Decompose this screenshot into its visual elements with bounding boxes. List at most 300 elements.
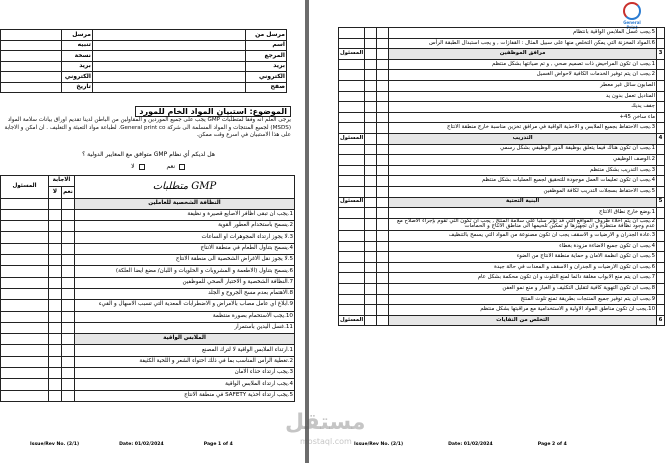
answer-yes-cell[interactable]: [62, 368, 75, 379]
answer-cell[interactable]: [377, 305, 389, 316]
empty-cell: [62, 334, 75, 345]
responsible-cell[interactable]: [1, 390, 49, 401]
table-row: [339, 294, 665, 305]
header-value[interactable]: [1, 61, 62, 72]
responsible-cell[interactable]: [1, 209, 49, 220]
answer-cell[interactable]: [365, 305, 377, 316]
responsible-cell[interactable]: [339, 91, 365, 102]
number-cell: [657, 70, 665, 81]
number-cell: [657, 262, 665, 273]
responsible-header: المسئول: [339, 49, 365, 60]
page-number: Page 1 of 4: [203, 442, 233, 447]
left-footer: [30, 442, 233, 447]
no-header: لا: [49, 187, 62, 198]
answer-cell[interactable]: [365, 80, 377, 91]
answer-cell[interactable]: [377, 218, 389, 230]
answer-no-cell[interactable]: [49, 232, 62, 243]
yes-no-options: [131, 163, 185, 170]
number-cell: [657, 155, 665, 166]
section-row: [1, 334, 295, 345]
answer-cell[interactable]: [365, 155, 377, 166]
answer-cell[interactable]: [365, 186, 377, 197]
answer-yes-cell[interactable]: [62, 356, 75, 367]
company-logo: [618, 2, 646, 30]
requirement-text: ماء ساخن 45+: [389, 112, 657, 123]
table-row: [339, 208, 665, 219]
table-row: [339, 241, 665, 252]
requirement-text: 5.يجب الاحتفاظ بسجلات التدريب لكافة الموظفين: [389, 186, 657, 197]
answer-cell[interactable]: [377, 208, 389, 219]
table-row: [339, 112, 665, 123]
header-value[interactable]: [1, 30, 62, 41]
table-row: [1, 379, 295, 390]
answer-cell[interactable]: [365, 252, 377, 263]
header-label: الكتروني: [62, 72, 93, 83]
answer-cell[interactable]: [377, 252, 389, 263]
responsible-cell[interactable]: [339, 252, 365, 263]
requirement-text: 3.يجب ارتداء حذاء الامان: [75, 368, 295, 379]
requirement-text: 7.يجب ان يتم منع الابواب مغلقة دائما لمنع التلوث و ان تكون محكمة بشكل عام: [389, 273, 657, 284]
table-row: [1, 322, 295, 333]
table-row: [339, 252, 665, 263]
requirement-text: 9.ابلاغ اي عامل مصاب بالامراض و الاضطرابات المعدية التي تسبب الاسهال و القيء: [75, 300, 295, 311]
answer-cell[interactable]: [377, 176, 389, 187]
answer-cell[interactable]: [377, 155, 389, 166]
table-row: [1, 243, 295, 254]
number-cell: [657, 294, 665, 305]
section-title: مرافق الموظفين: [389, 49, 657, 60]
answer-cell[interactable]: [377, 231, 389, 242]
responsible-cell[interactable]: [339, 241, 365, 252]
number-cell: [657, 144, 665, 155]
answer-no-cell[interactable]: [49, 390, 62, 401]
logo-icon: [623, 2, 641, 20]
answer-cell[interactable]: [377, 38, 389, 49]
answer-cell[interactable]: [365, 28, 377, 39]
section-row: [339, 133, 665, 144]
table-row: [339, 186, 665, 197]
responsible-cell[interactable]: [1, 266, 49, 277]
responsible-header: المسئول: [339, 197, 365, 208]
answer-cell[interactable]: [365, 284, 377, 295]
answer-yes-cell[interactable]: [62, 322, 75, 333]
answer-no-cell[interactable]: [49, 345, 62, 356]
gmp-requirements-table: [0, 175, 295, 402]
section-row: [339, 315, 665, 326]
yes-option[interactable]: نعم: [167, 163, 185, 170]
table-row: [1, 266, 295, 277]
responsible-cell[interactable]: [339, 305, 365, 316]
answer-cell[interactable]: [377, 102, 389, 113]
answer-cell[interactable]: [377, 112, 389, 123]
requirement-text: 2.يجب ان يتم توفير الخدمات الكافية لاحواض الغسيل: [389, 70, 657, 81]
number-cell: [657, 241, 665, 252]
number-cell: [657, 208, 665, 219]
answer-yes-cell[interactable]: [62, 209, 75, 220]
requirement-text: 5.لا يجوز نقل الاغراض الشخصية الى منطقة الانتاج: [75, 255, 295, 266]
section-title: النظافة الشخصية للعاملين: [75, 198, 295, 209]
requirement-text: 10.يجب الاستحمام بصورة منتظمة: [75, 311, 295, 322]
section-row: [339, 49, 665, 60]
table-row: [1, 390, 295, 401]
requirement-text: 2.الوصف الوظيفي: [389, 155, 657, 166]
section-title: البنية التحتية: [389, 197, 657, 208]
number-cell: [657, 38, 665, 49]
table-row: [1, 277, 295, 288]
number-cell: [657, 176, 665, 187]
answer-no-cell[interactable]: [49, 322, 62, 333]
answer-yes-cell[interactable]: [62, 255, 75, 266]
responsible-cell[interactable]: [339, 102, 365, 113]
empty-cell: [377, 315, 389, 326]
requirement-text: 6.المواد المخزنة التي يمكن التخلص منها على سبيل المثال : القفازات , و يجب استبدال الطبقة الرأس: [389, 38, 657, 49]
header-label: بريد: [246, 61, 287, 72]
answer-cell[interactable]: [377, 80, 389, 91]
answer-cell[interactable]: [365, 273, 377, 284]
header-row: [1, 30, 287, 41]
issue-date: Date: 01/02/2024: [448, 442, 493, 447]
answer-cell[interactable]: [365, 144, 377, 155]
answer-cell[interactable]: [365, 102, 377, 113]
requirement-text: 4.يجب ارتداء الملابس الواقية: [75, 379, 295, 390]
table-row: [339, 155, 665, 166]
empty-cell: [49, 334, 62, 345]
header-value[interactable]: [92, 61, 245, 72]
answer-cell[interactable]: [377, 294, 389, 305]
header-value[interactable]: [1, 72, 62, 83]
table-row: [1, 209, 295, 220]
requirements-continued-table: [338, 27, 665, 326]
responsible-cell[interactable]: [339, 294, 365, 305]
section-row: [1, 198, 295, 209]
answer-cell[interactable]: [365, 294, 377, 305]
header-value[interactable]: [92, 51, 245, 62]
answer-no-cell[interactable]: [49, 356, 62, 367]
empty-cell: [49, 198, 62, 209]
header-value[interactable]: [1, 51, 62, 62]
table-row: [339, 80, 665, 91]
responsible-cell[interactable]: [1, 311, 49, 322]
requirement-text: 1.يجب ان تبقى اظافر الاصابع قصيرة و نظيفة: [75, 209, 295, 220]
requirement-text: 6.يجب ان تكون الارضيات و الجدران و الاسقف و المعدات في حالة جيدة: [389, 262, 657, 273]
number-cell: [657, 186, 665, 197]
responsible-cell[interactable]: [339, 284, 365, 295]
responsible-cell[interactable]: [1, 345, 49, 356]
requirement-text: 4.يجب ان تكون تعليمات العمل موجودة للتحقيق لجميع العمليات بشكل منتظم: [389, 176, 657, 187]
header-row: [1, 40, 287, 51]
table-row: [339, 59, 665, 70]
responsible-cell[interactable]: [339, 59, 365, 70]
answer-cell[interactable]: [365, 59, 377, 70]
table-row: [339, 70, 665, 81]
header-label: الكتروني: [246, 72, 287, 83]
responsible-cell[interactable]: [339, 112, 365, 123]
responsible-cell[interactable]: [339, 165, 365, 176]
header-value[interactable]: [92, 30, 245, 41]
table-row: [339, 102, 665, 113]
answer-cell[interactable]: [365, 123, 377, 134]
table-row: [339, 284, 665, 295]
answer-cell[interactable]: [377, 186, 389, 197]
watermark-url: mostaql.com: [300, 437, 352, 446]
header-value[interactable]: [1, 40, 62, 51]
responsible-cell[interactable]: [1, 243, 49, 254]
responsible-header: المسئول: [339, 315, 365, 326]
answer-cell[interactable]: [365, 241, 377, 252]
header-label: تاريخ: [62, 82, 93, 93]
header-value[interactable]: [92, 72, 245, 83]
answer-yes-cell[interactable]: [62, 288, 75, 299]
answer-no-cell[interactable]: [49, 255, 62, 266]
responsible-cell[interactable]: [339, 218, 365, 230]
requirement-text: 3.عادة الجدران و الارضيات و الاسقف يجب ان تكون مصنوعة من المواد التي يسمح بالتنظيف: [389, 231, 657, 242]
answer-cell[interactable]: [377, 241, 389, 252]
header-info-table: [0, 29, 287, 93]
responsible-cell[interactable]: [339, 186, 365, 197]
responsible-cell[interactable]: [1, 368, 49, 379]
number-cell: [657, 273, 665, 284]
number-cell: [657, 252, 665, 263]
answer-no-cell[interactable]: [49, 266, 62, 277]
requirement-text: 8.يجب ان تكون التهوية كافية لتقليل التكثيف و الغبار و منع نمو العفن: [389, 284, 657, 295]
no-option[interactable]: لا: [131, 163, 144, 170]
responsible-cell[interactable]: [1, 300, 49, 311]
header-label: صفح: [246, 82, 287, 93]
responsible-cell[interactable]: [339, 208, 365, 219]
requirement-text: 4.يسمح بتناول الطعام في منطقة الانتاج: [75, 243, 295, 254]
number-cell: [657, 284, 665, 295]
header-label: مرسل من: [246, 30, 287, 41]
empty-cell: [377, 49, 389, 60]
number-cell: [657, 218, 665, 230]
header-row: [1, 61, 287, 72]
responsible-cell[interactable]: [339, 28, 365, 39]
requirement-text: المناديل تعمل بدون يد: [389, 91, 657, 102]
answer-cell[interactable]: [365, 218, 377, 230]
answer-cell[interactable]: [365, 70, 377, 81]
answer-yes-cell[interactable]: [62, 390, 75, 401]
responsible-cell[interactable]: [1, 379, 49, 390]
table-row: [1, 221, 295, 232]
answer-cell[interactable]: [377, 123, 389, 134]
table-row: [1, 232, 295, 243]
number-cell: [657, 80, 665, 91]
gmp-question: هل لديكم أي نظام GMP متوافق مع المعايير الدولية ؟: [82, 151, 215, 158]
requirement-text: جفف يديك: [389, 102, 657, 113]
issue-number: Issue/Rev No. (2/1): [354, 442, 404, 447]
answer-yes-cell[interactable]: [62, 243, 75, 254]
answer-cell[interactable]: [377, 59, 389, 70]
responsible-cell[interactable]: [1, 322, 49, 333]
table-row: [1, 311, 295, 322]
table-row: [1, 300, 295, 311]
requirement-text: 10.يجب ان تكون مناطق المواد الاولية و الاستخدامية مع مراقبتها بشكل منتظم: [389, 305, 657, 316]
header-row: [1, 82, 287, 93]
requirement-text: 5.يجب ارتداء احذية SAFETY في منطقة الانتاج: [75, 390, 295, 401]
section-number: 5: [657, 197, 665, 208]
empty-cell: [62, 198, 75, 209]
answer-yes-cell[interactable]: [62, 379, 75, 390]
requirement-text: 7.النظافة الشخصية و الاختبار الصحي للموظفين: [75, 277, 295, 288]
empty-cell: [365, 197, 377, 208]
answer-cell[interactable]: [365, 262, 377, 273]
table-row: [339, 262, 665, 273]
number-cell: [657, 305, 665, 316]
empty-cell: [1, 334, 49, 345]
answer-cell[interactable]: [365, 176, 377, 187]
answer-yes-cell[interactable]: [62, 221, 75, 232]
answer-yes-cell[interactable]: [62, 232, 75, 243]
header-label: مرسل: [62, 30, 93, 41]
empty-cell: [365, 315, 377, 326]
yes-checkbox[interactable]: [179, 164, 185, 170]
answer-cell[interactable]: [365, 91, 377, 102]
responsible-cell[interactable]: [339, 70, 365, 81]
requirement-text: 3.يجب التدريب بشكل منتظم: [389, 165, 657, 176]
responsible-cell[interactable]: [339, 176, 365, 187]
table-row: [339, 165, 665, 176]
responsible-cell[interactable]: [339, 144, 365, 155]
right-footer: [354, 442, 567, 447]
table-row: [1, 255, 295, 266]
answer-yes-cell[interactable]: [62, 277, 75, 288]
responsible-cell[interactable]: [1, 232, 49, 243]
responsible-cell[interactable]: [1, 277, 49, 288]
answer-cell[interactable]: [365, 165, 377, 176]
answer-no-cell[interactable]: [49, 368, 62, 379]
header-row: [1, 72, 287, 83]
answer-yes-cell[interactable]: [62, 266, 75, 277]
responsible-cell[interactable]: [339, 273, 365, 284]
answer-cell[interactable]: [377, 284, 389, 295]
answer-yes-cell[interactable]: [62, 300, 75, 311]
section-number: 6: [657, 315, 665, 326]
responsible-cell[interactable]: [339, 80, 365, 91]
requirement-text: 1.يجب ان تكون المراحيض ذات تصميم صحي , و تم صيانتها بشكل منتظم: [389, 59, 657, 70]
header-label: بريد: [62, 61, 93, 72]
answer-cell[interactable]: [377, 70, 389, 81]
requirement-text: 9.يجب ان يتم توفير جميع المنتجات بطريقة تمنع تلوث المنتج: [389, 294, 657, 305]
responsible-cell[interactable]: [339, 262, 365, 273]
table-row: [339, 144, 665, 155]
requirement-text: 11.غسل اليدين باستمرار: [75, 322, 295, 333]
issue-date: Date: 01/02/2024: [119, 442, 164, 447]
requirement-text: 1.ارتداء الملابس الواقية لا لترك المصنع: [75, 345, 295, 356]
empty-cell: [377, 197, 389, 208]
issue-number: Issue/Rev No. (2/1): [30, 442, 80, 447]
header-value[interactable]: [92, 40, 245, 51]
answer-cell[interactable]: [377, 144, 389, 155]
answer-yes-cell[interactable]: [62, 311, 75, 322]
subject-title: الموضوع: استبيان المواد الخام للمورد: [135, 106, 291, 117]
responsible-cell[interactable]: [339, 38, 365, 49]
requirement-text: 2.يجب ان يتم اخلاء ظروف المواقع التي قد تؤثر سلبا على سلامة المنتج , يجب ان تكون التي تقوم بإجراء الاصلاح مع عدم وجود نظافة منتظرة و ان تجهيزها او تمكين تلحيمها الى مناطق الانتاج و الحمامات: [389, 218, 657, 230]
answer-cell[interactable]: [377, 262, 389, 273]
answer-no-cell[interactable]: [49, 288, 62, 299]
no-checkbox[interactable]: [139, 164, 145, 170]
answer-no-cell[interactable]: [49, 379, 62, 390]
table-row: [339, 305, 665, 316]
requirement-text: 3.يجب الاحتفاظ بجميع الملابس و الاحذية الواقية في مرافق تخزين مناسبة خارج منطقة الانتاج: [389, 123, 657, 134]
table-row: [1, 288, 295, 299]
section-number: 4: [657, 133, 665, 144]
requirement-text: 4.يجب ان تكون جميع الاضاءة مزودة بغطاء: [389, 241, 657, 252]
header-label: نسخة: [62, 51, 93, 62]
table-row: [339, 28, 665, 39]
responsible-cell[interactable]: [339, 231, 365, 242]
answer-no-cell[interactable]: [49, 209, 62, 220]
page-number: Page 2 of 4: [537, 442, 567, 447]
header-value[interactable]: [92, 82, 245, 93]
header-label: تنبيه: [62, 40, 93, 51]
table-row: [339, 218, 665, 230]
table-row: [339, 176, 665, 187]
requirement-text: 2.يسمح باستخدام العطور القوية: [75, 221, 295, 232]
answer-cell[interactable]: [365, 231, 377, 242]
table-row: [339, 123, 665, 134]
responsible-cell[interactable]: [1, 356, 49, 367]
table-row: [339, 38, 665, 49]
right-document-page: [309, 0, 668, 463]
watermark: مستقل: [285, 410, 366, 435]
requirement-text: 5.يجب ان تكون انظمة الامان و حماية منطقة الانتاج من الضوء: [389, 252, 657, 263]
table-row: [339, 273, 665, 284]
number-cell: [657, 102, 665, 113]
responsible-cell[interactable]: [339, 155, 365, 166]
responsible-header: المسئول: [339, 133, 365, 144]
requirement-text: 2.تغطية الرأس المناسب بما في ذلك احتواء الشعر و اللحية الكثيفة: [75, 356, 295, 367]
answer-cell[interactable]: [377, 91, 389, 102]
empty-cell: [377, 133, 389, 144]
responsible-cell[interactable]: [1, 288, 49, 299]
section-title: التدريب: [389, 133, 657, 144]
responsible-header: المسئول: [1, 176, 49, 199]
number-cell: [657, 123, 665, 134]
answer-no-cell[interactable]: [49, 243, 62, 254]
table-row: [339, 231, 665, 242]
responsible-cell[interactable]: [339, 123, 365, 134]
answer-no-cell[interactable]: [49, 221, 62, 232]
number-cell: [657, 28, 665, 39]
header-label: اسم: [246, 40, 287, 51]
header-row: [1, 51, 287, 62]
answer-yes-cell[interactable]: [62, 345, 75, 356]
answer-no-cell[interactable]: [49, 311, 62, 322]
section-number: 3: [657, 49, 665, 60]
header-value[interactable]: [1, 82, 62, 93]
number-cell: [657, 91, 665, 102]
requirement-text: 8.الاهتمام بعدم مسح الجروح و الجلد: [75, 288, 295, 299]
answer-cell[interactable]: [365, 208, 377, 219]
responsible-cell[interactable]: [1, 221, 49, 232]
section-row: [339, 197, 665, 208]
answer-no-cell[interactable]: [49, 300, 62, 311]
requirement-text: 3.لا يجوز ارتداء المجوهرات او الساعات: [75, 232, 295, 243]
answer-cell[interactable]: [377, 273, 389, 284]
answer-header: الاجابة: [49, 176, 75, 187]
answer-cell[interactable]: [365, 38, 377, 49]
answer-cell[interactable]: [377, 28, 389, 39]
number-cell: [657, 231, 665, 242]
answer-cell[interactable]: [365, 112, 377, 123]
requirement-text: 1.وضع خارج نطاق الانتاج: [389, 208, 657, 219]
empty-cell: [365, 133, 377, 144]
answer-cell[interactable]: [377, 165, 389, 176]
responsible-cell[interactable]: [1, 255, 49, 266]
answer-no-cell[interactable]: [49, 277, 62, 288]
requirements-header: متطلبات GMP: [75, 176, 295, 199]
intro-paragraph: يرجى العلم انه وفقا لمتطلبات GMP يجب على جميع الموردين و المقاولين من الباطن لدينا تقديم اوراق بيانات سلامة المواد (MSDS) لجميع المنتجات و المواد المسلمة الى شركة General print co. لطباعة مواد التعبئة و التغليف . ان امكن و الاجابة على هذا الاستبيان في اسرع وقت ممكن.: [4, 117, 291, 139]
